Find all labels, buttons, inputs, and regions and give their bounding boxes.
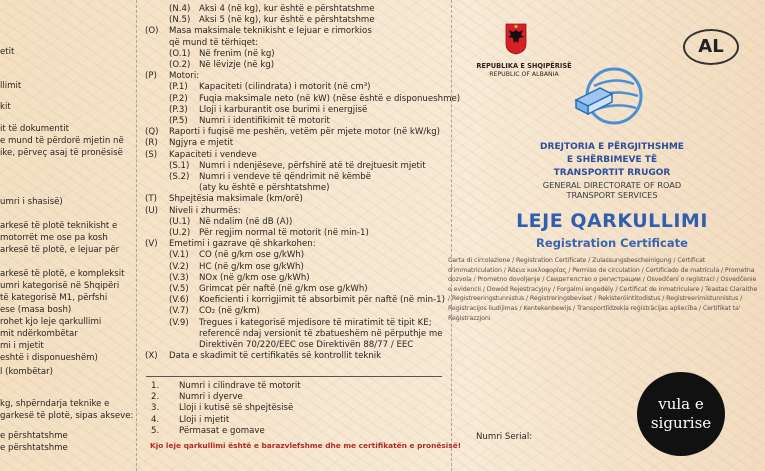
left-panel-line: garkesë të plotë, sipas akseve: [0, 411, 134, 421]
field-code: (O) [145, 26, 159, 37]
item-number: 2. [151, 392, 160, 403]
field-label: Numri i identifikimit të motorit [199, 116, 330, 126]
field-subcode: (N.5) [169, 15, 191, 26]
item-number: 3. [151, 403, 160, 414]
field-subcode: (V.9) [169, 317, 189, 328]
field-label: Aksi 5 (në kg), kur është e përshtatshme [199, 15, 375, 26]
field-label: Shpejtësia maksimale (km/orë) [169, 194, 303, 205]
left-panel-line: ike, përveç asaj të pronësisë [0, 148, 123, 158]
field-label: Tregues i kategorisë mjedisore të miratimit të tipit KE; [199, 317, 432, 328]
dpshtrr-logo-icon [572, 66, 646, 132]
field-label: CO₂ (në g/km) [199, 306, 260, 317]
field-label: Fuqia maksimale neto (në kW) (nëse është e disponueshme) [199, 93, 461, 104]
document-title: LEJE QARKULLIMI [516, 210, 708, 232]
republic-name-albanian: REPUBLIKA E SHQIPËRISË [476, 62, 572, 70]
left-panel-line: mit ndërkombëtar [0, 329, 78, 339]
title-translations: Carta di circolazione / Registration Certificate / Zulassungsbescheinigung / Certificat d'immatriculation / Άδεια κυκλοφορίας / Permiso de circulation / Certificado de matrícula / Prometna dozvola / Prometno dovoljenje / Свидетелство о регистрации / Osvedčení o registraci / Osvedčenie o evidencii / Dowód Rejestracyjny / Forgalmi engedély / Certificat de inmatriculare / Teastas Claraithe / Registreeringstunnistus / Registreringsbeviset / Rekisteröintitodistus / Registreerimistunnistus / Registracijos liudijimas / Kentekenbewijs / Transportlīdzekļa reģistrācijas apliecība / Certifikat ta' Reġistrazzjoni [448, 257, 758, 322]
field-subcode: (S.1) [169, 160, 190, 171]
field-label: (aty ku është e përshtatshme) [199, 183, 330, 194]
left-panel-line: l (kombëtar) [0, 367, 54, 377]
field-label: Kapaciteti (cilindrata) i motorit (në cm³) [199, 82, 371, 93]
divider-line [146, 376, 442, 377]
field-label: Në frenim (në kg) [199, 48, 275, 59]
field-code: (S) [145, 149, 158, 160]
field-subcode: (O.1) [169, 48, 191, 59]
field-label: Për regjim normal të motorit (në min-1) [199, 228, 369, 238]
item-label: Numri i dyerve [179, 392, 243, 403]
item-number: 5. [151, 425, 160, 436]
field-subcode: (V.1) [169, 250, 189, 261]
left-panel-line: kg, shpërndarja teknike e [0, 399, 110, 409]
left-panel-line: ese (masa bosh) [0, 305, 72, 315]
field-subcode: (U.1) [169, 216, 191, 227]
field-subcode: (O.2) [169, 60, 191, 70]
field-label: Numri i vendeve të qëndrimit në këmbë [199, 172, 372, 182]
left-panel-line: e përshtatshme [0, 431, 68, 441]
field-subcode: (N.4) [169, 4, 191, 14]
directorate-line-3: TRANSPORTIT RRUGOR [553, 168, 671, 178]
item-label: Lloji i mjetit [179, 414, 230, 425]
field-label: që mund të tërhiqet: [169, 37, 259, 48]
equivalence-notice: Kjo leje qarkullimi është e barazvlefshme dhe me certifikatën e pronësisë! [150, 441, 462, 450]
field-label: referencë ndaj versionit të zbatueshëm në përputhje me [199, 328, 443, 339]
field-label: Aksi 4 (në kg), kur është e përshtatshme [199, 4, 375, 14]
left-panel-line: e mund të përdorë mjetin në [0, 136, 124, 146]
left-panel-line: etit [0, 47, 15, 57]
field-code: (X) [145, 351, 158, 362]
document-subtitle: Registration Certificate [536, 236, 688, 250]
field-label: Raporti i fuqisë me peshën, vetëm për mjete motor (në kW/kg) [169, 127, 441, 138]
left-panel-line: llimit [0, 81, 22, 91]
field-label: NOx (në g/km ose g/kWh) [199, 272, 310, 283]
field-subcode: (P.1) [169, 82, 188, 93]
field-code: (V) [145, 239, 158, 250]
left-panel-line: arkesë të plotë, e lejuar për [0, 245, 120, 255]
field-label: Emetimi i gazrave që shkarkohen: [169, 239, 316, 250]
left-panel-line: eshtë i disponueshëm) [0, 353, 98, 363]
field-label: HC (në g/km ose g/kWh) [199, 261, 304, 272]
field-label: Lloji i karburantit ose burimi i energjisë [199, 104, 368, 115]
field-label: Masa maksimale teknikisht e lejuar e rimorkios [169, 26, 372, 37]
left-panel-line: rohet kjo leje qarkullimi [0, 317, 102, 327]
field-subcode: (P.5) [169, 116, 188, 126]
left-panel-line: it të dokumentit [0, 124, 69, 134]
field-code: (T) [145, 194, 157, 205]
directorate-line-1: DREJTORIA E PËRGJITHSHME [540, 142, 684, 152]
left-panel-line: e përshtatshme [0, 443, 68, 453]
item-label: Numri i cilindrave të motorit [179, 381, 301, 391]
republic-name-english: REPUBLIC OF ALBANIA [489, 71, 559, 78]
country-code-badge: AL [683, 29, 739, 65]
field-subcode: (V.7) [169, 306, 189, 317]
serial-number-label: Numri Serial: [476, 432, 533, 442]
field-label: Numri i ndenjëseve, përfshirë atë të drejtuesit mjetit [199, 160, 426, 171]
general-directorate-line-2: TRANSPORT SERVICES [566, 190, 658, 200]
left-panel-line: arkesë të plotë teknikisht e [0, 221, 118, 231]
general-directorate-line-1: GENERAL DIRECTORATE OF ROAD [542, 180, 682, 190]
field-code: (R) [145, 138, 158, 149]
field-code: (P) [145, 71, 157, 82]
field-subcode: (V.2) [169, 261, 189, 272]
fold-line-left [136, 0, 137, 471]
field-subcode: (V.5) [169, 284, 189, 294]
field-subcode: (U.2) [169, 228, 191, 238]
field-code: (U) [145, 205, 158, 216]
field-label: Niveli i zhurmës: [169, 205, 241, 216]
field-label: CO (në g/km ose g/kWh) [199, 250, 305, 261]
field-subcode: (V.3) [169, 272, 189, 283]
item-number: 1. [151, 381, 160, 391]
left-panel-line: umri kategorisë në Shqipëri [0, 281, 120, 291]
field-label: Në lëvizje (në kg) [199, 60, 275, 70]
left-panel-line: umri i shasisë) [0, 197, 63, 207]
field-label: Grimcat për naftë (në g/km ose g/kWh) [199, 284, 368, 294]
right-panel [448, 0, 765, 471]
security-seal [637, 372, 725, 456]
field-label: Data e skadimit të certifikatës së kontrollit teknik [169, 351, 382, 362]
left-panel-line: motorrët me ose pa kosh [0, 233, 108, 243]
left-panel-line: kit [0, 102, 11, 112]
seal-line-1: vula e [658, 395, 704, 413]
field-label: Ngjyra e mjetit [169, 138, 234, 149]
item-number: 4. [151, 414, 160, 425]
field-subcode: (P.2) [169, 93, 188, 104]
field-label: Direktivën 70/220/EEC ose Direktivën 88/77 / EEC [199, 340, 414, 350]
item-label: Lloji i kutisë së shpejtësisë [179, 403, 294, 414]
field-subcode: (S.2) [169, 172, 190, 182]
seal-line-2: sigurise [650, 414, 712, 432]
albanian-coat-of-arms-icon [505, 22, 527, 55]
field-subcode: (V.6) [169, 295, 189, 306]
left-panel-line: të kategorisë M1, përfshi [0, 293, 108, 303]
field-label: Kapaciteti i vendeve [169, 149, 257, 160]
field-label: Motori: [169, 71, 200, 82]
field-subcode: (P.3) [169, 104, 188, 115]
field-label: Koeficienti i korrigjimit të absorbimit për naftë (në min-1) [199, 295, 445, 306]
field-code: (Q) [145, 127, 159, 138]
left-panel-line: arkesë të plotë, e kompleksit [0, 269, 125, 279]
field-label: Në ndalim (në dB (A)) [199, 216, 293, 227]
directorate-line-2: E SHËRBIMEVE TË [566, 155, 658, 165]
left-panel-line: mi i mjetit [0, 341, 44, 351]
item-label: Përmasat e gomave [179, 425, 265, 436]
